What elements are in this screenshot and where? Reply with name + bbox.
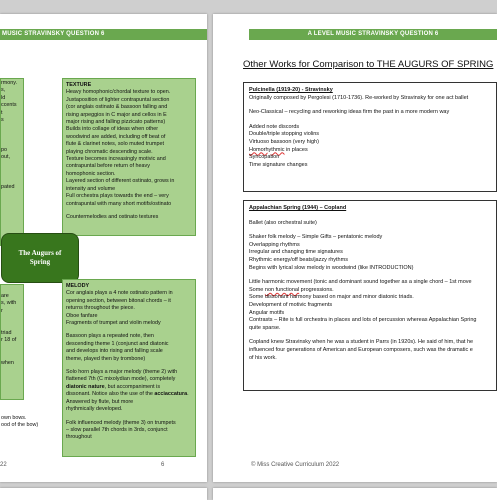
texture-line: intensity and volume — [66, 185, 116, 192]
left-mid-fragment: s, with — [1, 300, 17, 307]
pulcinella-line: Added note discords — [249, 123, 300, 130]
left-bottom-fragment: ood of the bow) — [1, 422, 39, 429]
melody-bold-acciaccatura: acciaccatura — [154, 391, 188, 398]
texture-line: Heavy homophonic/chordal texture to open. — [66, 89, 171, 96]
texture-line: Texture becomes increasingly motivic and — [66, 156, 166, 163]
left-page-footer: 22 — [0, 462, 7, 468]
left-top-fragment: po — [1, 146, 7, 153]
melody-line: Oboe fanfare — [66, 312, 98, 319]
pulcinella-line: Syncopation — [249, 154, 280, 161]
texture-line: Layered section of different ostinato, grows in — [66, 178, 175, 185]
next-page-left-edge — [0, 488, 207, 500]
pulcinella-box: Pulcinella (1919-20) - Stravinsky Originally composed by Pergolesi (1710-1736). Re-worked by Stravinsky for one act ballet Neo-Classical – recycling and reworking ideas firm the past in a more modern way Added note discords Double/triple stopping violins Virtuoso bassoon (very high) Homorhythmic in places Syncopation Time signature changes — [243, 82, 497, 192]
appalachian-line: Some dissonant harmony based on major and minor diatonic triads. — [249, 294, 414, 301]
appalachian-line: Development of motivic fragments — [249, 301, 333, 308]
melody-paragraph-2 — [66, 333, 192, 363]
melody-line: flattened 7th (C mixolydian mode), completely — [66, 376, 176, 383]
appalachian-line: Irregular and changing time signatures — [249, 249, 343, 256]
left-mid-fragment: triad — [1, 330, 12, 336]
melody-line: theme, played then by trombone) — [66, 355, 146, 362]
appalachian-line: Contrasts – Rite is full orchestra in places and lots of percussion whereas Appalachian Spring — [249, 317, 477, 324]
left-top-fragment: ccents — [1, 102, 17, 109]
melody-line: and develops into rising and falling scale — [66, 348, 163, 355]
pulcinella-title: Pulcinella (1919-20) - Stravinsky — [249, 87, 333, 93]
texture-box — [62, 78, 196, 236]
melody-line: returns throughout the piece. — [66, 305, 135, 312]
texture-line: contrapuntal with many short motifs/ostinato — [66, 200, 172, 207]
left-mid-fragment: when — [1, 359, 14, 366]
melody-title: MELODY — [66, 283, 90, 289]
left-page — [0, 14, 207, 482]
appalachian-line: Begins with lyrical slow melody in woodwind (like INTRODUCTION) — [249, 264, 414, 271]
appalachian-line: Angular motifs — [249, 309, 285, 316]
center-label-line1: The Augurs of — [18, 249, 62, 257]
appalachian-line: influenced four generations of American and European composers, such was the dramatic e — [249, 346, 473, 353]
melody-paragraph-1 — [66, 290, 192, 327]
texture-line: Builds into collage of ideas when other — [66, 126, 158, 133]
texture-lines — [66, 89, 192, 208]
appalachian-line: Ballet (also orchestral suite) — [249, 219, 317, 226]
texture-line: contrapuntal before return of heavy — [66, 163, 150, 170]
left-top-fragment: rmony. — [1, 80, 18, 86]
melody-line: – slow parallel 7th chords in 3rds, conjunct — [66, 426, 168, 433]
pulcinella-line: Virtuoso bassoon (very high) — [249, 138, 319, 145]
melody-line: Fragments of trumpet and violin melody — [66, 320, 161, 327]
texture-line: homophonic section. — [66, 170, 116, 177]
texture-line: flute & clarinet notes, solo muted trumpet — [66, 141, 164, 148]
melody-line: descending theme 1 (conjunct and diatonic — [66, 340, 169, 347]
melody-line: Bassoon plays a repeated note, then — [66, 333, 154, 340]
texture-line: major rising and falling pizzicato patterns) — [66, 119, 166, 126]
left-mid-fragment: r 18 of — [1, 337, 17, 344]
texture-line: playing chromatic descending scale. — [66, 148, 153, 155]
left-page-header: MUSIC STRAVINSKY QUESTION 6 — [0, 29, 207, 40]
appalachian-spring-box: Appalachian Spring (1944) – Copland Ballet (also orchestral suite) Shaker folk melody – Simple Gifts – pentatonic melody Overlapping rhythms Irregular and changing time signatures Rhythmic energy/off beats/jazzy rhythms Begins with lyrical slow melody in woodwind (like INTRODUCTION) Little harmonic movement (tonic and dominant sound together as a single chord – 1st move Some non functional progressions. Some dissonant harmony based on major and minor diatonic triads. Development of motivic fragments Angular motifs Contrasts – Rite is full orchestra in places and lots of percussion whereas Appalachian Spring quite sparse. Copland knew Stravinsky when he was a student in Parrs (in 1920s). He said of him, that he influenced four generations of American and European composers, such was the dramatic e of his work. — [243, 200, 497, 391]
pulcinella-line: Time signature changes — [249, 161, 308, 168]
right-page-header: A LEVEL MUSIC STRAVINSKY QUESTION 6 — [249, 29, 497, 40]
right-page — [213, 14, 497, 482]
pulcinella-line: Double/triple stopping violins — [249, 131, 320, 138]
center-node-augurs-of-spring — [1, 233, 79, 283]
melody-paragraph-3: Solo horn plays a major melody (theme 2) with flattened 7th (C mixolydian mode), completely diatonic nature, but accompaniment is dissonant. Notice also the use of the acciaccatura. Answered by flute, but more rhythmically developed. — [66, 369, 192, 413]
center-label-line2: Spring — [29, 258, 51, 266]
left-top-fragment: t — [1, 109, 3, 116]
melody-box — [62, 279, 196, 457]
misspelled-phrase-non-functional: non functional — [264, 286, 300, 293]
texture-line: rising arpeggios in C major and cellos in E — [66, 111, 167, 118]
texture-line: Juxtaposition of lighter contrapuntal section — [66, 96, 170, 103]
melody-paragraph-4 — [66, 420, 192, 442]
left-page-number: 6 — [161, 462, 165, 468]
appalachian-line: Shaker folk melody – Simple Gifts – pentatonic melody — [249, 234, 383, 241]
melody-line: opening section, between bitonal chords – it — [66, 297, 171, 304]
left-top-fragment: ld — [1, 94, 6, 101]
appalachian-title: Appalachian Spring (1944) – Copland — [249, 205, 347, 211]
texture-line: woodwind are added, including off beat of — [66, 133, 166, 140]
left-top-fragment: pated — [1, 183, 15, 190]
appalachian-line: quite sparse. — [249, 324, 281, 331]
appalachian-line: Rhythmic energy/off beats/jazzy rhythms — [249, 256, 348, 263]
appalachian-line: Overlapping rhythms — [249, 241, 300, 248]
texture-last-line: Countermelodies and ostinato textures — [66, 213, 159, 220]
texture-title: TEXTURE — [66, 82, 92, 88]
left-top-fragment: out, — [1, 154, 10, 160]
pulcinella-line: Neo-Classical – recycling and reworking ideas firm the past in a more modern way — [249, 109, 450, 116]
appalachian-harmony-line: Little harmonic movement (tonic and dominant sound together as a single chord – 1st move — [249, 279, 472, 286]
right-page-footer: © Miss Creative Curriculum 2022 — [251, 462, 340, 468]
melody-line: Solo horn plays a major melody (theme 2) with — [66, 369, 178, 376]
left-bottom-fragment: own bows. — [1, 415, 27, 421]
texture-line: (cor anglais ostinato & bassoon falling and — [66, 104, 168, 111]
melody-line: Cor anglais plays a 4 note ostinato pattern in — [66, 290, 173, 297]
pulcinella-line: Originally composed by Pergolesi (1710-1736). Re-worked by Stravinsky for one act ballet — [249, 94, 469, 101]
melody-line: Folk influenced melody (theme 3) on trumpets — [66, 419, 176, 426]
next-page-right-edge — [213, 488, 497, 500]
left-mid-fragment: r — [1, 307, 3, 314]
appalachian-line: Copland knew Stravinsky when he was a student in Parrs (in 1920s). He said of him, that he — [249, 339, 474, 346]
appalachian-line: of his work. — [249, 354, 277, 361]
melody-bold-diatonic: diatonic nature — [66, 383, 105, 390]
texture-line: Full orchestra plays towards the end – very — [66, 193, 169, 200]
comparison-title: Other Works for Comparison to THE AUGURS OF SPRING — [243, 59, 494, 70]
left-top-fragment: s, — [1, 87, 6, 94]
misspelled-word-homorhythmic: Homorhythmic — [249, 146, 285, 153]
melody-line: throughout — [66, 434, 92, 441]
left-mid-fragment: are — [1, 293, 9, 299]
left-top-fragment: s — [1, 117, 4, 123]
